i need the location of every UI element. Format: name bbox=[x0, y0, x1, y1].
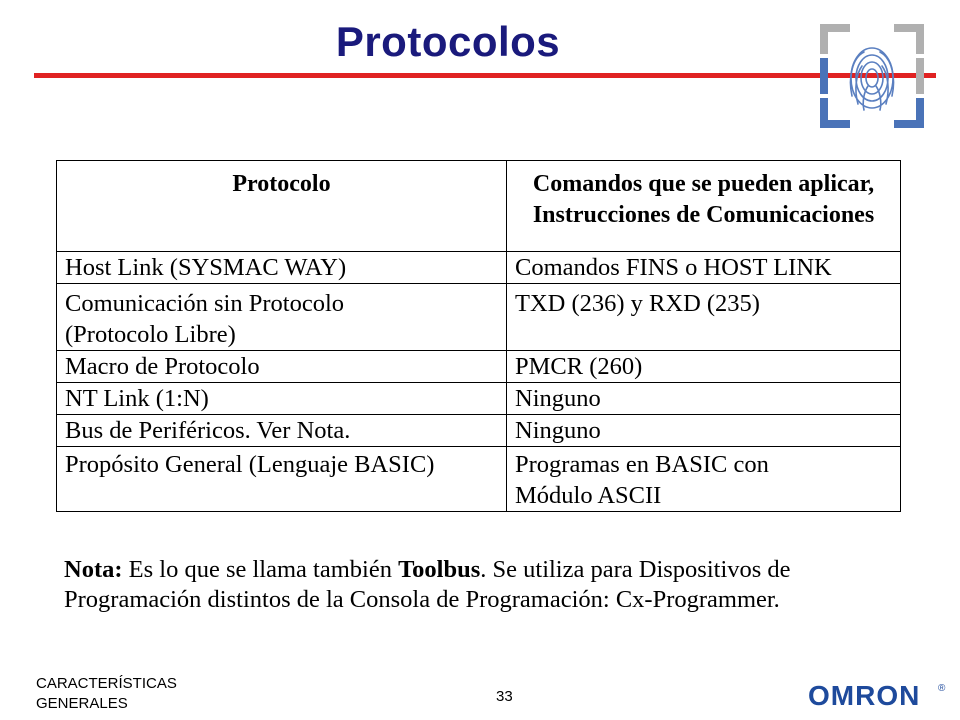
footer-section-line2: GENERALES bbox=[36, 695, 128, 712]
brand-text: OMRON bbox=[808, 680, 921, 711]
slide-title: Protocolos bbox=[335, 18, 561, 65]
cell-protocol bbox=[57, 284, 507, 351]
table-row bbox=[57, 415, 901, 447]
footer-section bbox=[36, 674, 177, 714]
cell-protocol bbox=[57, 447, 507, 512]
page-number: 33 bbox=[496, 688, 513, 705]
table-row bbox=[57, 252, 901, 284]
omron-logo bbox=[806, 679, 950, 711]
table-row bbox=[57, 284, 901, 351]
cell-commands bbox=[507, 447, 901, 512]
cell-commands bbox=[507, 415, 901, 447]
cell-protocol-text: Host Link (SYSMAC WAY) bbox=[65, 254, 347, 281]
cell-protocol-text: Comunicación sin Protocolo (Protocolo Libre) bbox=[65, 290, 344, 348]
cell-protocol bbox=[57, 415, 507, 447]
table-header-row bbox=[57, 161, 901, 252]
cell-protocol bbox=[57, 383, 507, 415]
cell-commands-text: Comandos FINS o HOST LINK bbox=[515, 254, 832, 281]
note-label: Nota: bbox=[64, 556, 123, 583]
cell-commands bbox=[507, 252, 901, 284]
cell-commands bbox=[507, 351, 901, 383]
cell-protocol-text: Propósito General (Lenguaje BASIC) bbox=[65, 451, 435, 478]
header-commands: Comandos que se pueden aplicar, Instrucciones de Comunicaciones bbox=[507, 161, 901, 252]
table-row bbox=[57, 447, 901, 512]
cell-commands bbox=[507, 284, 901, 351]
fingerprint-icon bbox=[814, 18, 930, 134]
cell-commands-text: Ninguno bbox=[515, 385, 601, 412]
table-row bbox=[57, 383, 901, 415]
cell-protocol-text: NT Link (1:N) bbox=[65, 385, 209, 412]
brand-registered-mark: ® bbox=[938, 683, 946, 694]
note-text-after: . Se utiliza para Dispositivos de Programación distintos de la Consola de Programación: Cx-Programmer. bbox=[64, 556, 791, 613]
title-rule bbox=[34, 73, 936, 78]
cell-commands bbox=[507, 383, 901, 415]
table-row bbox=[57, 351, 901, 383]
cell-commands-text: Ninguno bbox=[515, 417, 601, 444]
cell-protocol-text: Bus de Periféricos. Ver Nota. bbox=[65, 417, 351, 444]
header-protocol: Protocolo bbox=[57, 161, 507, 252]
cell-commands-text: PMCR (260) bbox=[515, 353, 643, 380]
cell-protocol-text: Macro de Protocolo bbox=[65, 353, 260, 380]
protocol-table bbox=[56, 160, 901, 512]
note-keyword: Toolbus bbox=[398, 556, 481, 583]
note-text-before: Es lo que se llama también bbox=[122, 556, 399, 583]
cell-protocol bbox=[57, 252, 507, 284]
cell-protocol bbox=[57, 351, 507, 383]
note-paragraph bbox=[64, 555, 904, 615]
footer-section-line1: CARACTERÍSTICAS bbox=[36, 675, 177, 692]
cell-commands-text: Programas en BASIC con Módulo ASCII bbox=[515, 451, 769, 509]
cell-commands-text: TXD (236) y RXD (235) bbox=[515, 290, 760, 317]
